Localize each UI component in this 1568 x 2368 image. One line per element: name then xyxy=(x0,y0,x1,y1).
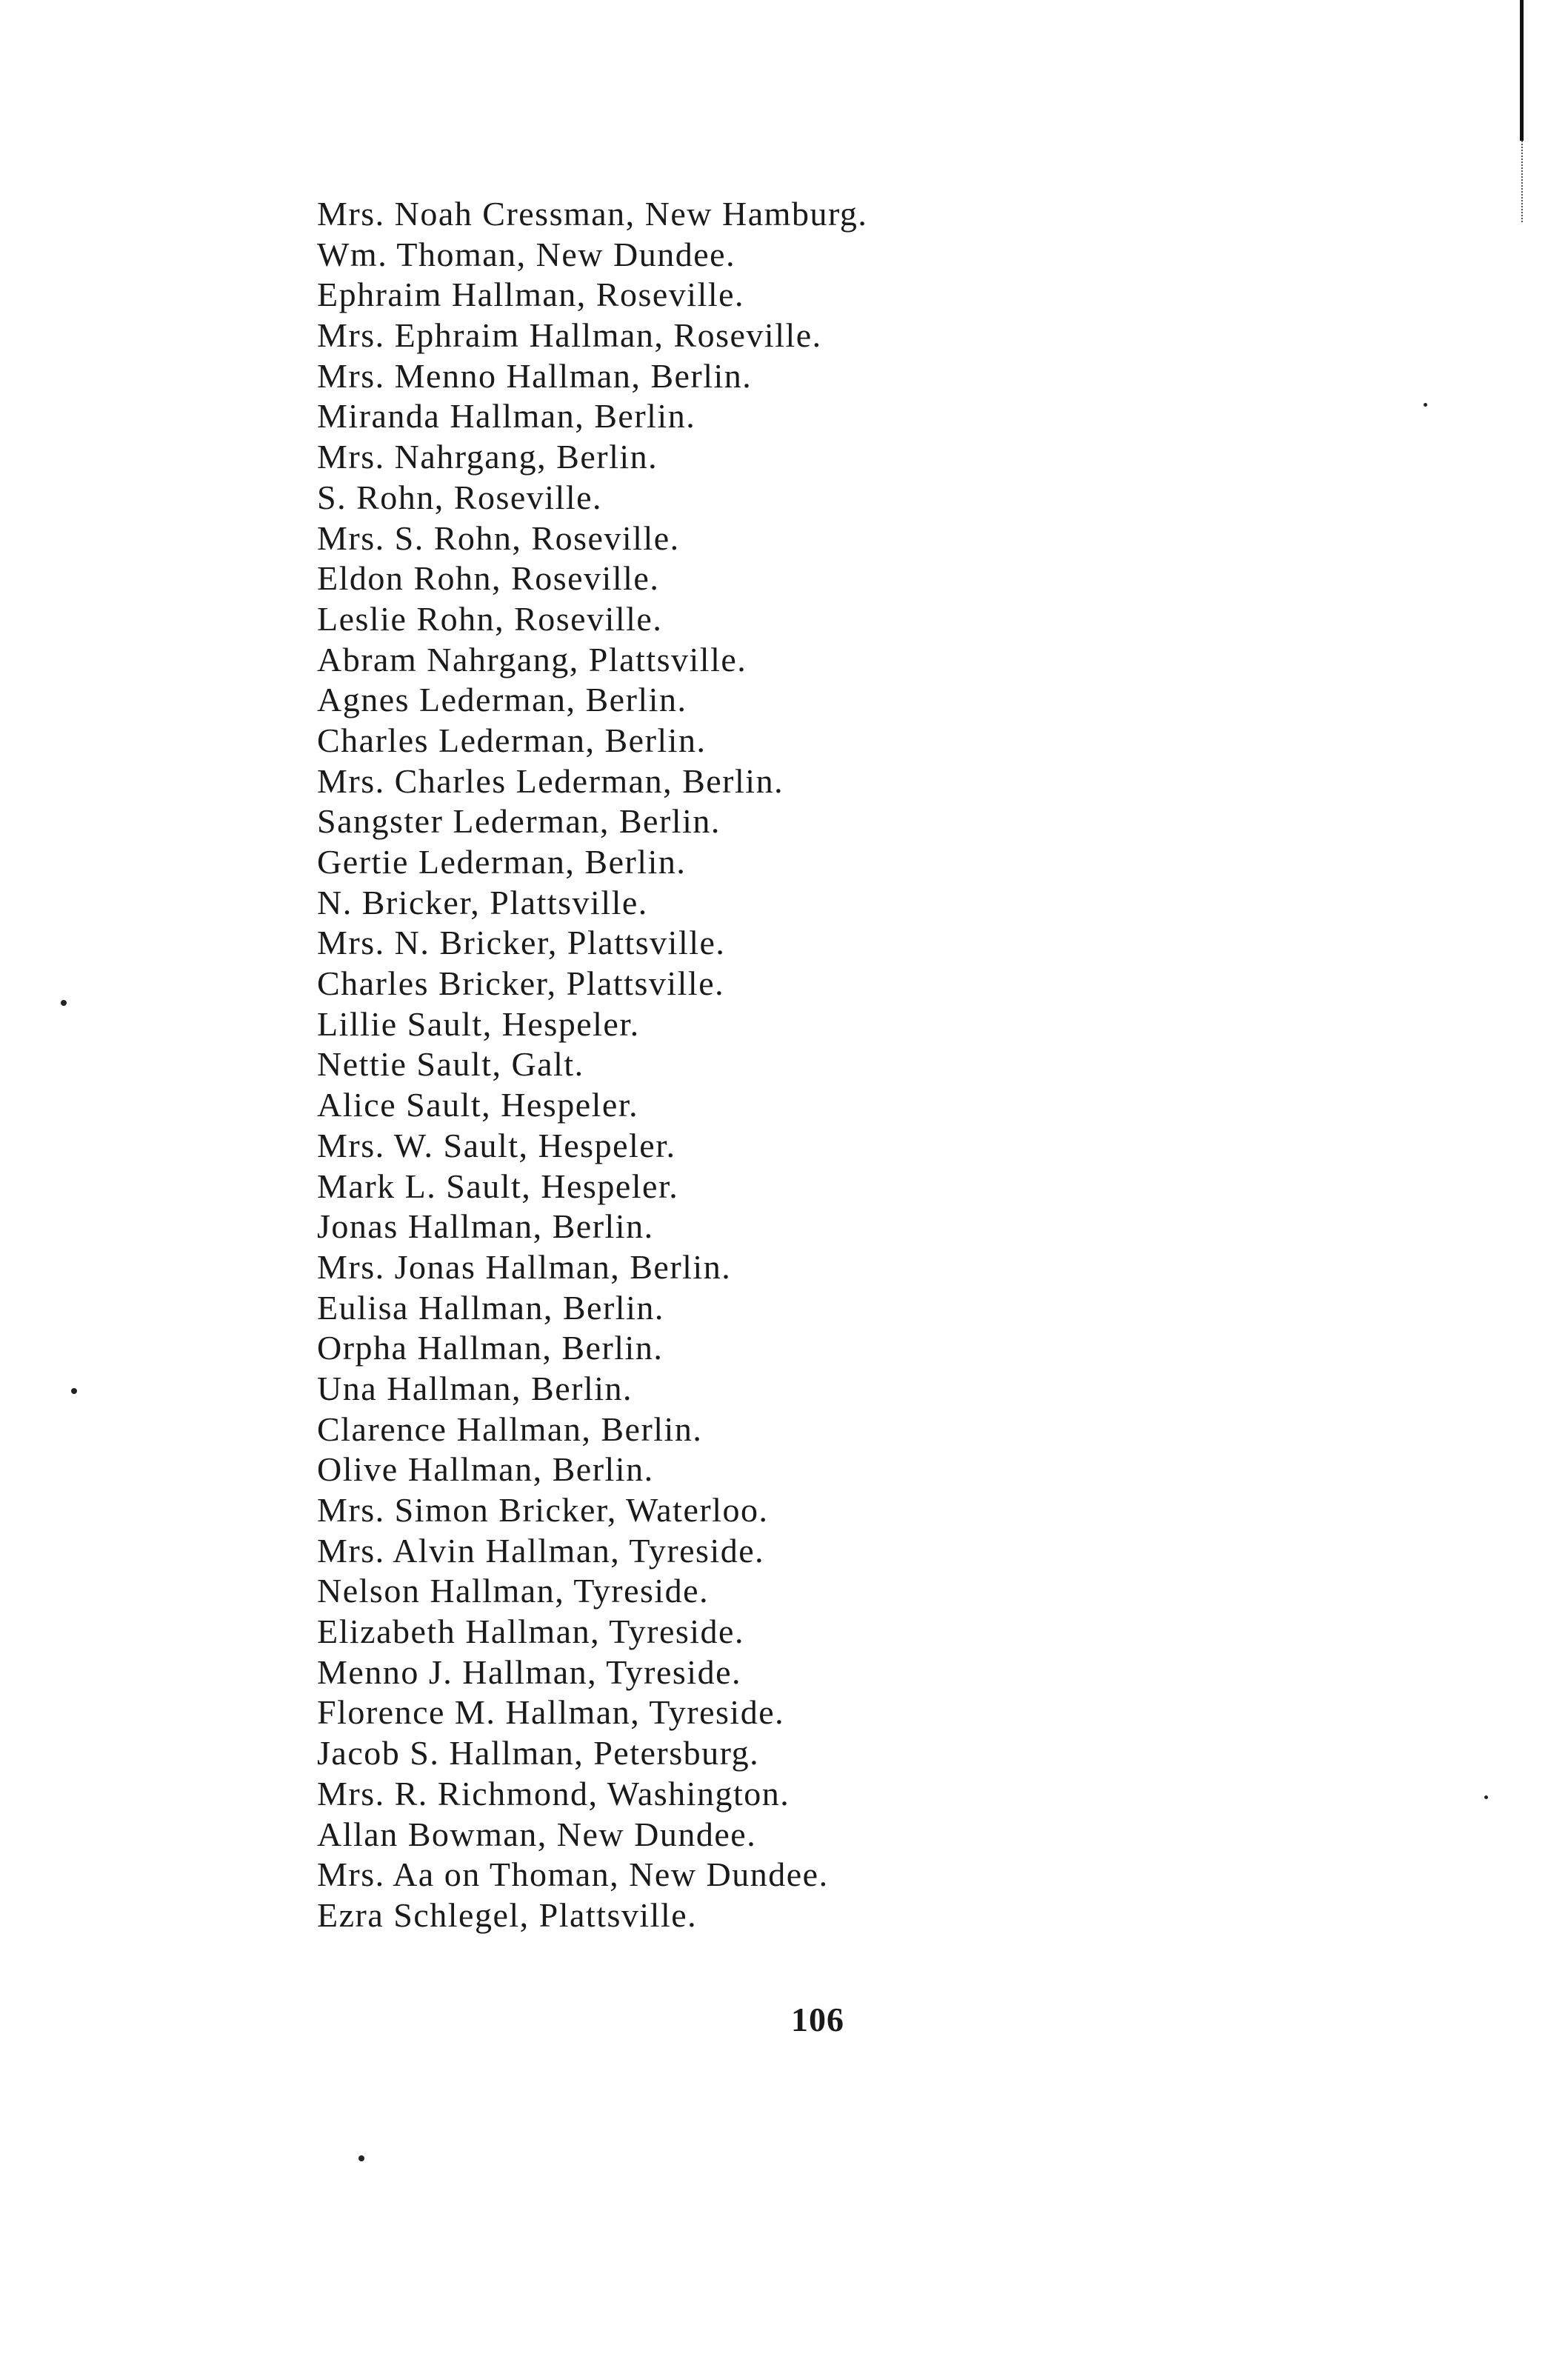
list-item: Charles Bricker, Plattsville. xyxy=(317,964,725,1003)
list-item: Elizabeth Hallman, Tyreside. xyxy=(317,1612,744,1651)
list-item: Eulisa Hallman, Berlin. xyxy=(317,1288,664,1327)
list-item: Jonas Hallman, Berlin. xyxy=(317,1207,654,1246)
list-item: Mark L. Sault, Hespeler. xyxy=(317,1167,679,1205)
name-list xyxy=(317,194,867,1936)
list-item: Lillie Sault, Hespeler. xyxy=(317,1004,640,1043)
list-item: Alice Sault, Hespeler. xyxy=(317,1086,639,1124)
list-item: S. Rohn, Roseville. xyxy=(317,478,603,516)
list-item: Mrs. Simon Bricker, Waterloo. xyxy=(317,1491,769,1529)
scan-speck xyxy=(358,2155,364,2161)
list-item: Miranda Hallman, Berlin. xyxy=(317,397,696,436)
list-item: Mrs. W. Sault, Hespeler. xyxy=(317,1126,676,1164)
scan-speck xyxy=(61,1000,67,1006)
list-item: Olive Hallman, Berlin. xyxy=(317,1450,654,1489)
list-item: Leslie Rohn, Roseville. xyxy=(317,599,663,638)
list-item: Ephraim Hallman, Roseville. xyxy=(317,276,745,314)
list-item: Wm. Thoman, New Dundee. xyxy=(317,235,736,273)
list-item: Agnes Lederman, Berlin. xyxy=(317,681,687,719)
list-item: Jacob S. Hallman, Petersburg. xyxy=(317,1734,760,1772)
scan-speck xyxy=(1484,1795,1488,1799)
list-item: Nettie Sault, Galt. xyxy=(317,1045,584,1084)
list-item: Mrs. Charles Lederman, Berlin. xyxy=(317,761,784,800)
scan-speck xyxy=(1424,403,1427,407)
scan-edge-dots xyxy=(1521,141,1524,222)
list-item: Menno J. Hallman, Tyreside. xyxy=(317,1652,742,1691)
list-item: Mrs. Menno Hallman, Berlin. xyxy=(317,356,753,395)
list-item: Mrs. Noah Cressman, New Hamburg. xyxy=(317,195,868,233)
list-item: Abram Nahrgang, Plattsville. xyxy=(317,640,747,678)
list-item: Sangster Lederman, Berlin. xyxy=(317,802,721,841)
list-item: Mrs. Alvin Hallman, Tyreside. xyxy=(317,1531,765,1570)
list-item: Clarence Hallman, Berlin. xyxy=(317,1410,703,1448)
list-item: Nelson Hallman, Tyreside. xyxy=(317,1572,710,1610)
list-item: Mrs. Ephraim Hallman, Roseville. xyxy=(317,316,822,355)
list-item: Mrs. Nahrgang, Berlin. xyxy=(317,438,658,476)
list-item: Allan Bowman, New Dundee. xyxy=(317,1815,757,1853)
scan-edge-line xyxy=(1520,0,1524,141)
list-item: Mrs. N. Bricker, Plattsville. xyxy=(317,924,726,962)
scan-speck xyxy=(71,1388,77,1394)
list-item: Mrs. Aa on Thoman, New Dundee. xyxy=(317,1855,829,1894)
list-item: Mrs. S. Rohn, Roseville. xyxy=(317,518,680,557)
list-item: Una Hallman, Berlin. xyxy=(317,1369,633,1407)
list-item: Charles Lederman, Berlin. xyxy=(317,721,707,759)
list-item: N. Bricker, Plattsville. xyxy=(317,883,648,921)
list-item: Florence M. Hallman, Tyreside. xyxy=(317,1693,785,1732)
page-number: 106 xyxy=(791,2001,844,2038)
list-item: Gertie Lederman, Berlin. xyxy=(317,843,687,881)
list-item: Mrs. R. Richmond, Washington. xyxy=(317,1774,790,1812)
list-item: Ezra Schlegel, Plattsville. xyxy=(317,1895,698,1934)
list-item: Orpha Hallman, Berlin. xyxy=(317,1329,664,1367)
list-item: Mrs. Jonas Hallman, Berlin. xyxy=(317,1247,732,1286)
list-item: Eldon Rohn, Roseville. xyxy=(317,559,660,598)
